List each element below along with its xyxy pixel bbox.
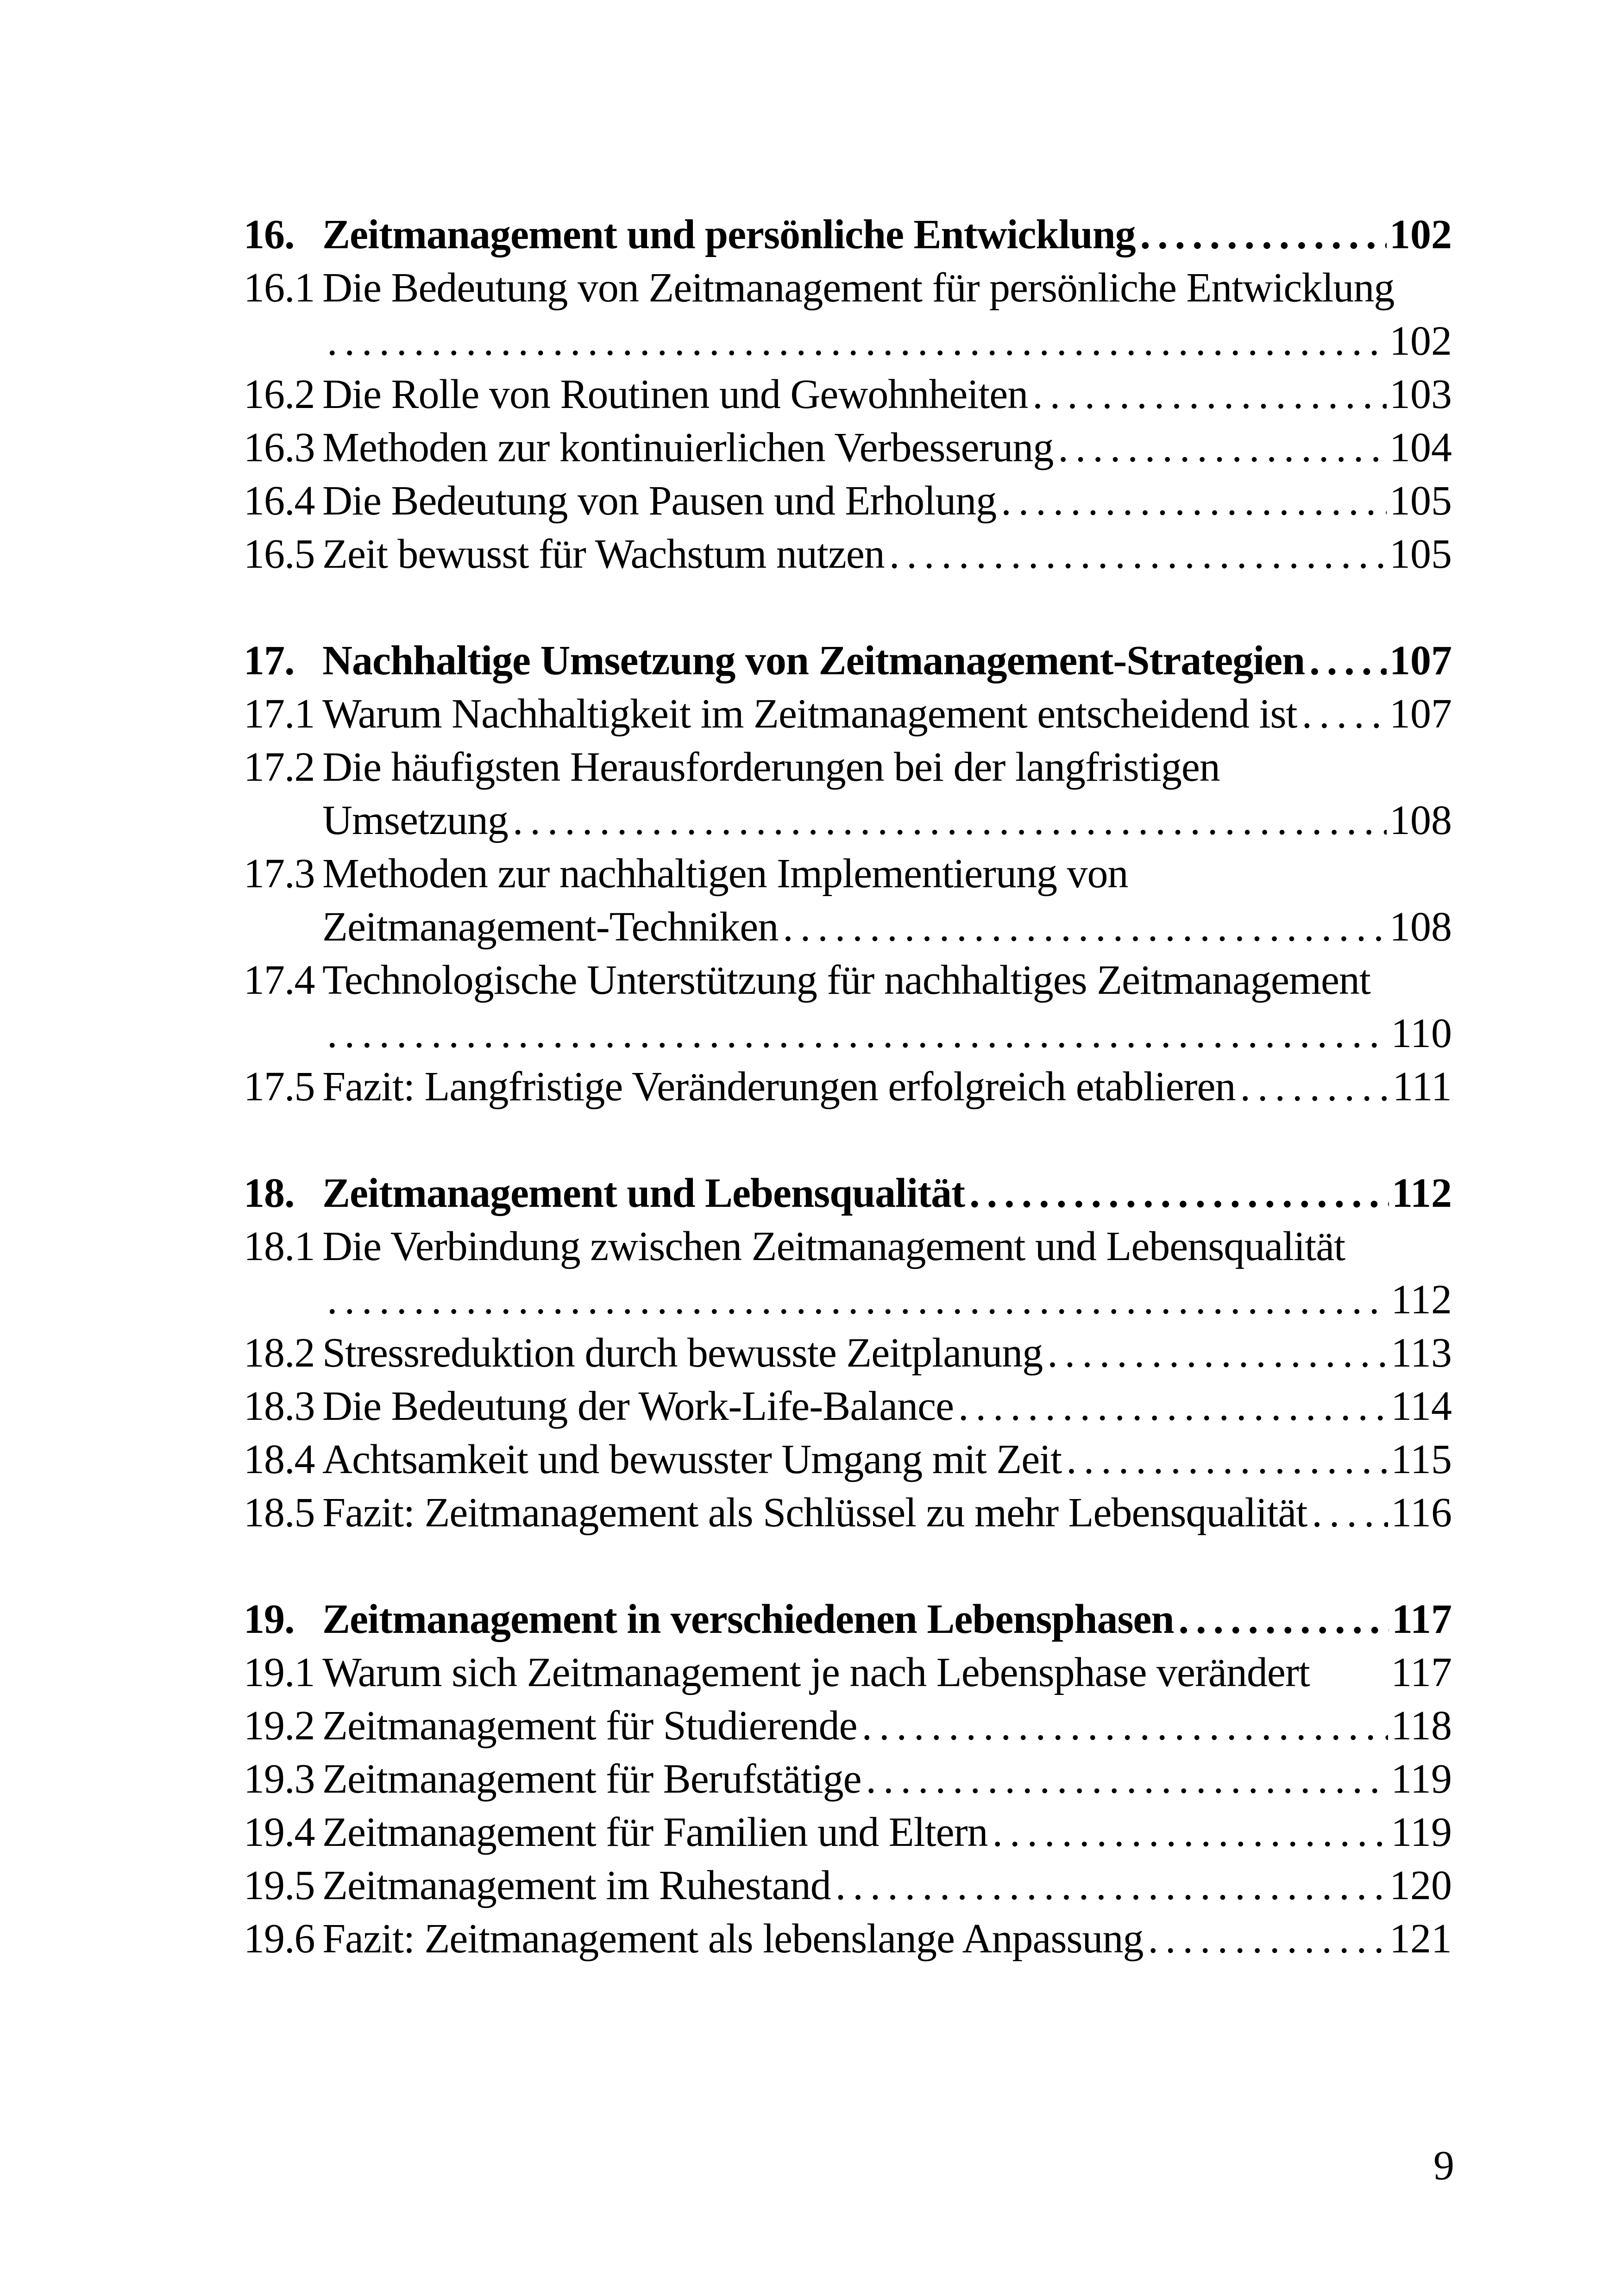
toc-chapter-heading[interactable] (244, 1593, 1452, 1646)
toc-entry[interactable] (244, 474, 1452, 527)
page-number: 105 (1389, 478, 1452, 524)
entry-number: 19.3 (244, 1756, 315, 1802)
dot-leader (1032, 368, 1387, 421)
entry-number: 18.3 (244, 1383, 315, 1429)
entry-title: Zeit bewusst für Wachstum nutzen (322, 531, 885, 577)
entry-number: 19.6 (244, 1916, 315, 1962)
dot-leader (993, 1806, 1389, 1859)
entry-title: Achtsamkeit und bewusster Umgang mit Zeit (322, 1437, 1062, 1482)
entry-title: Zeitmanagement für Studierende (322, 1703, 857, 1749)
page-number: 108 (1389, 904, 1452, 950)
entry-title: Die Rolle von Routinen und Gewohnheiten (322, 371, 1028, 417)
toc-entry-line2[interactable] (244, 314, 1452, 368)
entry-number: 19.5 (244, 1863, 315, 1908)
entry-title: Die Bedeutung der Work-Life-Balance (322, 1383, 954, 1429)
dot-leader (1312, 1486, 1388, 1539)
chapter-title: Zeitmanagement und Lebensqualität (322, 1170, 965, 1216)
toc-entry-line2[interactable] (244, 1273, 1452, 1326)
toc-entry[interactable] (244, 1912, 1452, 1965)
chapter-number: 19. (244, 1596, 295, 1642)
toc-entry[interactable] (244, 1486, 1452, 1539)
toc-entry-line1[interactable] (244, 1220, 1452, 1273)
page-number: 105 (1389, 531, 1452, 577)
page-number: 118 (1391, 1703, 1452, 1749)
toc-chapter-16 (244, 208, 1452, 581)
entry-title: Die Bedeutung von Pausen und Erholung (322, 478, 997, 524)
toc-chapter-heading[interactable] (244, 634, 1452, 687)
entry-title: Die Bedeutung von Zeitmanagement für persönliche Entwicklung (322, 265, 1395, 311)
toc-entry[interactable] (244, 1859, 1452, 1912)
entry-number: 19.1 (244, 1650, 315, 1695)
dot-leader (1179, 1593, 1389, 1646)
page-number: 117 (1391, 1650, 1452, 1695)
dot-leader (1047, 1326, 1388, 1380)
toc-entry[interactable] (244, 1433, 1452, 1486)
dot-leader (327, 314, 1387, 368)
dot-leader (1240, 1060, 1389, 1113)
chapter-title: Zeitmanagement in verschiedenen Lebensphasen (322, 1596, 1174, 1642)
dot-leader (969, 1167, 1389, 1220)
page-number: 119 (1391, 1809, 1452, 1855)
entry-title: Die Verbindung zwischen Zeitmanagement und Lebensqualität (322, 1223, 1345, 1269)
entry-title: Methoden zur kontinuierlichen Verbesserung (322, 425, 1054, 470)
chapter-number: 18. (244, 1170, 295, 1216)
dot-leader (1309, 634, 1387, 687)
dot-leader (327, 1007, 1388, 1060)
entry-number: 16.1 (244, 265, 315, 311)
page-number: 110 (1391, 1010, 1452, 1056)
page-number: 119 (1391, 1756, 1452, 1802)
entry-number: 19.4 (244, 1809, 315, 1855)
page-number: 102 (1389, 212, 1452, 257)
toc-entry[interactable] (244, 1806, 1452, 1859)
dot-leader (862, 1699, 1389, 1752)
toc-entry[interactable] (244, 1752, 1452, 1806)
dot-leader (1302, 687, 1387, 740)
entry-title-continued: Umsetzung (322, 797, 508, 843)
dot-leader (958, 1380, 1388, 1433)
toc-entry[interactable] (244, 421, 1452, 474)
entry-number: 18.2 (244, 1330, 315, 1376)
page-number: 111 (1392, 1064, 1452, 1110)
toc-entry[interactable] (244, 1380, 1452, 1433)
entry-number: 16.5 (244, 531, 315, 577)
entry-number: 16.4 (244, 478, 315, 524)
page-number: 121 (1389, 1916, 1452, 1962)
page-number: 115 (1391, 1437, 1452, 1482)
toc-entry[interactable] (244, 368, 1452, 421)
entry-title: Zeitmanagement im Ruhestand (322, 1863, 831, 1908)
page-number: 112 (1391, 1170, 1452, 1216)
toc-entry-line2[interactable] (244, 900, 1452, 954)
toc-entry[interactable] (244, 687, 1452, 740)
page-number: 112 (1391, 1277, 1452, 1323)
dot-leader (783, 900, 1387, 954)
dot-leader (836, 1859, 1387, 1912)
entry-number: 17.3 (244, 851, 315, 897)
toc-entry-line2[interactable] (244, 1007, 1452, 1060)
dot-leader (1140, 208, 1387, 261)
toc-entry[interactable] (244, 1326, 1452, 1380)
entry-number: 16.2 (244, 371, 315, 417)
dot-leader (889, 527, 1387, 581)
entry-title: Warum sich Zeitmanagement je nach Lebensphase verändert (322, 1650, 1310, 1695)
entry-title: Methoden zur nachhaltigen Implementierung von (322, 851, 1128, 897)
toc-chapter-18 (244, 1167, 1452, 1539)
dot-leader (1148, 1912, 1387, 1965)
entry-number: 18.4 (244, 1437, 315, 1482)
entry-title: Warum Nachhaltigkeit im Zeitmanagement entscheidend ist (322, 691, 1297, 737)
toc-chapter-heading[interactable] (244, 1167, 1452, 1220)
toc-entry-line1[interactable] (244, 847, 1452, 900)
toc-chapter-heading[interactable] (244, 208, 1452, 261)
entry-number: 19.2 (244, 1703, 315, 1749)
entry-title: Zeitmanagement für Familien und Eltern (322, 1809, 988, 1855)
entry-number: 18.1 (244, 1223, 315, 1269)
dot-leader (1058, 421, 1387, 474)
dot-leader (866, 1752, 1389, 1806)
entry-title-continued: Zeitmanagement-Techniken (322, 904, 779, 950)
chapter-title: Zeitmanagement und persönliche Entwicklung (322, 212, 1136, 257)
entry-number: 17.4 (244, 957, 315, 1003)
toc-chapter-17 (244, 634, 1452, 1113)
page-number: 102 (1389, 318, 1452, 364)
toc-chapter-19 (244, 1593, 1452, 1965)
page-number: 117 (1391, 1596, 1452, 1642)
chapter-number: 16. (244, 212, 295, 257)
page-number: 116 (1391, 1490, 1452, 1536)
toc-entry-line1[interactable] (244, 740, 1452, 794)
page-number: 108 (1389, 797, 1452, 843)
entry-title: Fazit: Zeitmanagement als lebenslange Anpassung (322, 1916, 1143, 1962)
entry-number: 17.1 (244, 691, 315, 737)
table-of-contents (244, 208, 1452, 1965)
page-number: 103 (1389, 371, 1452, 417)
entry-title: Fazit: Langfristige Veränderungen erfolgreich etablieren (322, 1064, 1236, 1110)
footer-page-number: 9 (1433, 2143, 1454, 2189)
dot-leader (1001, 474, 1387, 527)
page-number: 107 (1389, 691, 1452, 737)
entry-title: Fazit: Zeitmanagement als Schlüssel zu mehr Lebensqualität (322, 1490, 1307, 1536)
entry-title: Stressreduktion durch bewusste Zeitplanung (322, 1330, 1043, 1376)
page-number: 120 (1389, 1863, 1452, 1908)
entry-title: Zeitmanagement für Berufstätige (322, 1756, 861, 1802)
dot-leader (327, 1273, 1388, 1326)
page-number: 113 (1391, 1330, 1452, 1376)
entry-number: 18.5 (244, 1490, 315, 1536)
toc-entry-line2[interactable] (244, 794, 1452, 847)
page-number: 107 (1389, 638, 1452, 684)
page-number: 114 (1391, 1383, 1452, 1429)
toc-entry[interactable] (244, 1646, 1452, 1699)
entry-number: 17.2 (244, 744, 315, 790)
dot-leader (513, 794, 1387, 847)
page-number: 104 (1389, 425, 1452, 470)
toc-entry-line1[interactable] (244, 954, 1452, 1007)
chapter-number: 17. (244, 638, 295, 684)
entry-title: Technologische Unterstützung für nachhaltiges Zeitmanagement (322, 957, 1370, 1003)
toc-entry[interactable] (244, 527, 1452, 581)
entry-number: 17.5 (244, 1064, 315, 1110)
entry-number: 16.3 (244, 425, 315, 470)
entry-title: Die häufigsten Herausforderungen bei der langfristigen (322, 744, 1220, 790)
toc-entry-line1[interactable] (244, 261, 1452, 314)
chapter-title: Nachhaltige Umsetzung von Zeitmanagement-Strategien (322, 638, 1305, 684)
dot-leader (1066, 1433, 1388, 1486)
toc-entry[interactable] (244, 1060, 1452, 1113)
toc-entry[interactable] (244, 1699, 1452, 1752)
